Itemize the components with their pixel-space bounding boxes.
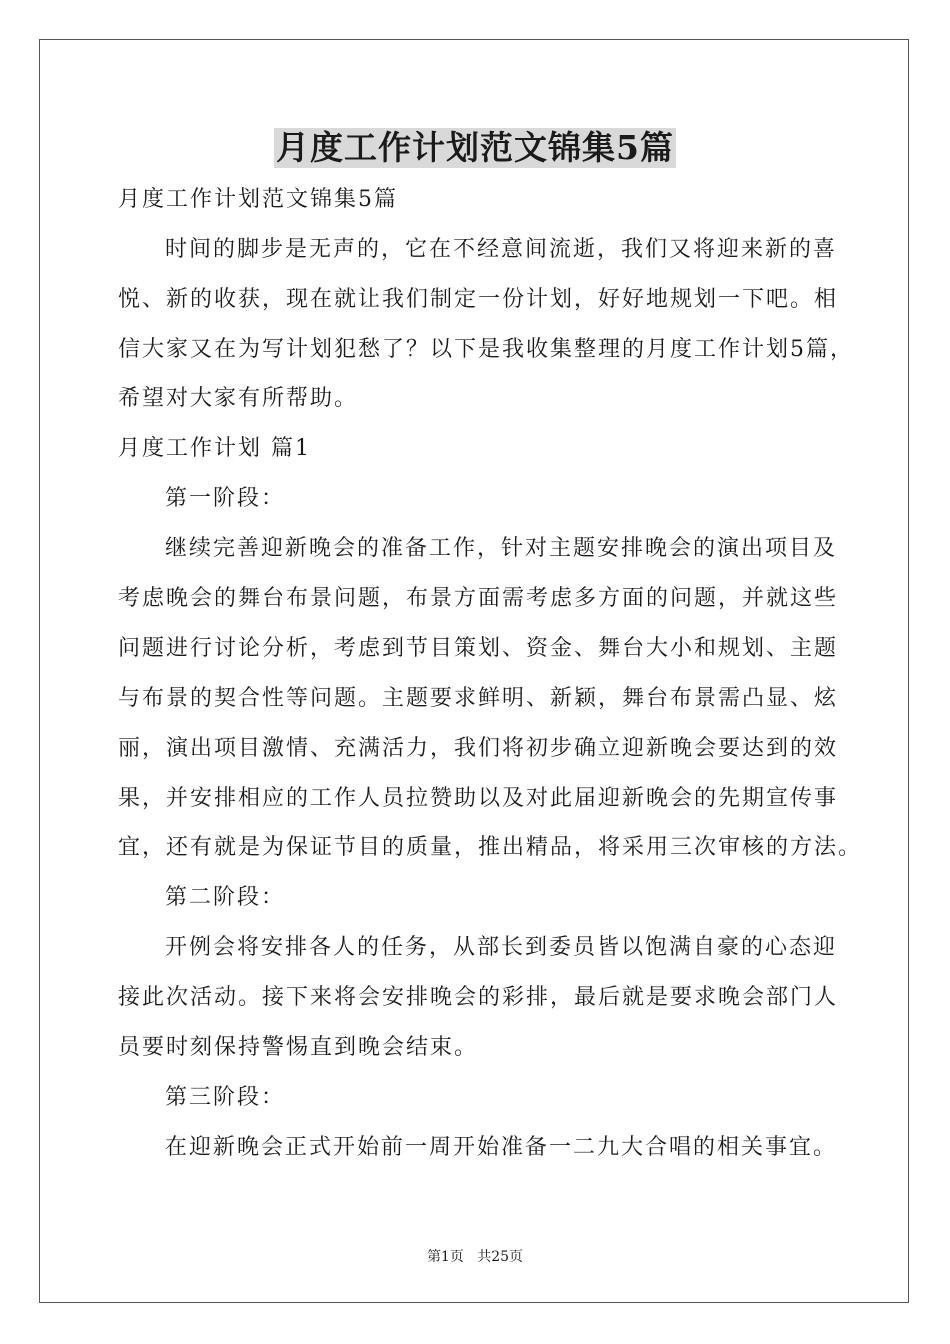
paragraph-line: 丽，演出项目激情、充满活力，我们将初步确立迎新晚会要达到的效 bbox=[118, 736, 839, 761]
paragraph-line: 宜，还有就是为保证节目的质量，推出精品，将采用三次审核的方法。 bbox=[118, 835, 863, 860]
paragraph-line: 接此次活动。接下来将会安排晚会的彩排，最后就是要求晚会部门人 bbox=[118, 985, 839, 1010]
paragraph-line: 悦、新的收获，现在就让我们制定一份计划，好好地规划一下吧。相 bbox=[118, 287, 839, 312]
title-container bbox=[0, 128, 950, 168]
paragraph-line: 时间的脚步是无声的，它在不经意间流逝，我们又将迎来新的喜 bbox=[165, 237, 838, 262]
paragraph-line: 问题进行讨论分析，考虑到节目策划、资金、舞台大小和规划、主题 bbox=[118, 636, 839, 661]
page-footer bbox=[0, 1247, 950, 1267]
paragraph-line: 与布景的契合性等问题。主题要求鲜明、新颖，舞台布景需凸显、炫 bbox=[118, 686, 839, 711]
page-border bbox=[39, 39, 909, 1303]
paragraph-line: 开例会将安排各人的任务，从部长到委员皆以饱满自豪的心态迎 bbox=[165, 935, 838, 960]
document-title: 月度工作计划范文锦集5篇 bbox=[276, 128, 674, 167]
paragraph-line: 继续完善迎新晚会的准备工作，针对主题安排晚会的演出项目及 bbox=[165, 536, 838, 561]
stage-heading: 第三阶段： bbox=[165, 1085, 286, 1110]
section-heading: 月度工作计划 篇1 bbox=[118, 436, 311, 461]
subtitle-line: 月度工作计划范文锦集5篇 bbox=[118, 187, 398, 212]
paragraph-line: 果，并安排相应的工作人员拉赞助以及对此届迎新晚会的先期宣传事 bbox=[118, 786, 839, 811]
paragraph-line: 希望对大家有所帮助。 bbox=[118, 386, 359, 411]
stage-heading: 第一阶段： bbox=[165, 486, 286, 511]
paragraph-line: 在迎新晚会正式开始前一周开始准备一二九大合唱的相关事宜。 bbox=[165, 1135, 838, 1160]
page-number: 第1页 bbox=[426, 1249, 464, 1265]
paragraph-line: 员要时刻保持警惕直到晚会结束。 bbox=[118, 1035, 479, 1060]
stage-heading: 第二阶段： bbox=[165, 885, 286, 910]
paragraph-line: 考虑晚会的舞台布景问题，布景方面需考虑多方面的问题，并就这些 bbox=[118, 586, 839, 611]
paragraph-line: 信大家又在为写计划犯愁了？以下是我收集整理的月度工作计划5篇， bbox=[118, 337, 854, 362]
page-total: 共25页 bbox=[477, 1249, 524, 1265]
